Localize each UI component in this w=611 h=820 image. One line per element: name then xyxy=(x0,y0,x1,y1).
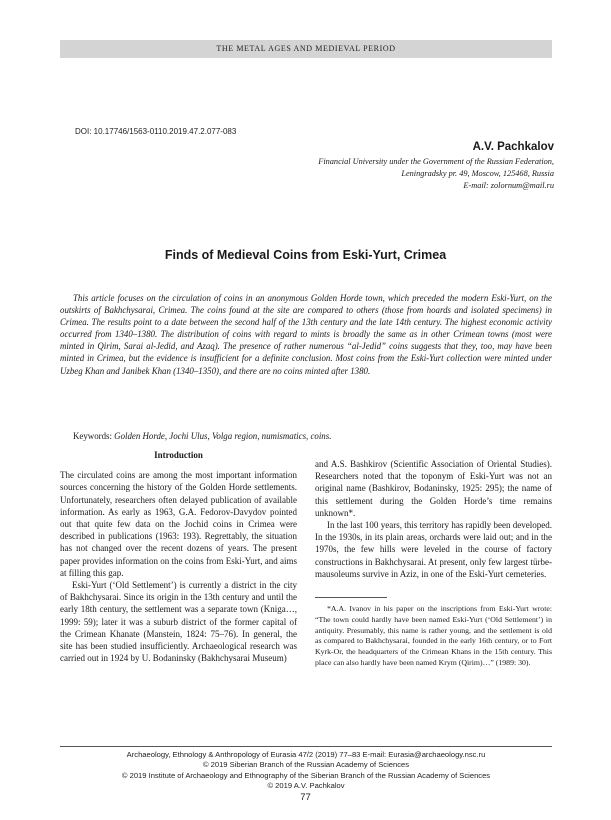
keywords xyxy=(73,431,331,441)
copyright-line: © 2019 Siberian Branch of the Russian Academy of Sciences xyxy=(202,760,410,770)
affiliation-line-1: Financial University under the Government of the Russian Federation, xyxy=(318,157,554,166)
footnote-divider xyxy=(315,597,387,598)
footnote: *A.A. Ivanov in his paper on the inscriptions from Eski-Yurt wrote: “The town could hardly have been named Eski-Yurt (‘Old Settlement’) in antiquity. Presumably, this name is rather young, and the settlement is old as compared to Bakhchysarai, founded in the early 16th century, or to Fort Kyrk-Or, the headquarters of the Crimean Khans in the 15th century. This place can also hardly have been named Krym (Qirim)…” (1989: 30). xyxy=(315,604,552,667)
footer-divider xyxy=(60,746,552,747)
section-heading-introduction: Introduction xyxy=(154,450,203,460)
author-block xyxy=(318,141,554,192)
page-number: 77 xyxy=(300,792,311,803)
keywords-label: Keywords: xyxy=(73,431,112,441)
journal-line: Archaeology, Ethnology & Anthropology of Eurasia 47/2 (2019) 77–83 E-mail: Eurasia@archaeology.nsc.ru xyxy=(126,750,486,759)
author-email: E-mail: zolornum@mail.ru xyxy=(463,181,554,190)
left-column xyxy=(60,448,297,664)
abstract: This article focuses on the circulation of coins in an anonymous Golden Horde town, which preceded the modern Eski-Yurt, on the outskirts of Bakhchysarai, Crimea. The coins found at the site are compared to others (those from hoards and isolated specimens) in Crimea. The results point to a date between the second half of the 13th century and the late 14th century. The highest economic activity occurred from 1340–1380. The distribution of coins with regard to mints is broadly the same as in other Crimean towns (most were minted in Qirim, Sarai al-Jedid, and Azaq). The presence of rather numerous “al-Jedid” coins suggests that they, too, may have been minted in Crimea, but the evidence is insufficient for a definite conclusion. Most coins from the Eski-Yurt collection were minted under Uzbeg Khan and Janibek Khan (1340–1350), and there are no coins minted after 1380. xyxy=(60,293,552,376)
page-footer xyxy=(60,750,552,791)
copyright-line: © 2019 Institute of Archaeology and Ethnography of the Siberian Branch of the Russian Academy of Sciences xyxy=(121,770,491,780)
article-title: Finds of Medieval Coins from Eski-Yurt, Crimea xyxy=(164,248,447,262)
paragraph: and A.S. Bashkirov (Scientific Association of Oriental Studies). Researchers noted that the toponym of Eski-Yurt was not an original name (Bashkirov, Bodaninsky, 1925: 295); the name of this settlement during the Golden Horde’s time remains unknown*. xyxy=(315,459,552,518)
author-name: A.V. Pachkalov xyxy=(472,141,554,153)
paragraph: Eski-Yurt (‘Old Settlement’) is currently a district in the city of Bakhchysarai. Since its origin in the 13th century and until the early 18th century, the settlement was a separate town (Kniga…, 1999: 59); later it was a suburb district of the former capital of the Crimean Khanate (Manstein, 1824: 75–76). In general, the site has been studied insufficiently. Archaeological research was carried out in 1924 by U. Bodaninsky (Bakhchysarai Museum) xyxy=(60,580,297,664)
doi-line: DOI: 10.17746/1563-0110.2019.47.2.077-083 xyxy=(75,127,237,136)
right-column xyxy=(315,458,552,580)
section-header-band: THE METAL AGES AND MEDIEVAL PERIOD xyxy=(60,40,552,58)
paragraph: In the last 100 years, this territory has rapidly been developed. In the 1930s, in its plain areas, orchards were laid out; and in the 1970s, the few hills were leveled in the course of factory constructions in Bakhchysarai. At present, only few largest türbe-mausoleums survive in Aziz, in one of the Eski-Yurt cemeteries. xyxy=(315,520,552,579)
affiliation-line-2: Leningradsky pr. 49, Moscow, 125468, Russia xyxy=(401,169,554,178)
paragraph: The circulated coins are among the most important information sources concerning the history of the Golden Horde settlements. Unfortunately, researchers often delayed publication of available information. As early as 1963, G.A. Fedorov-Davydov pointed out that quite few data on the Jochid coins in Crimea were described in publications (1963: 193). Regrettably, the situation has not changed over the recent dozens of years. The present paper provides information on the coins from Eski-Yurt, and aims at filling this gap. xyxy=(60,470,297,578)
keywords-list: Golden Horde, Jochi Ulus, Volga region, numismatics, coins. xyxy=(114,431,332,441)
copyright-line: © 2019 A.V. Pachkalov xyxy=(267,780,345,790)
